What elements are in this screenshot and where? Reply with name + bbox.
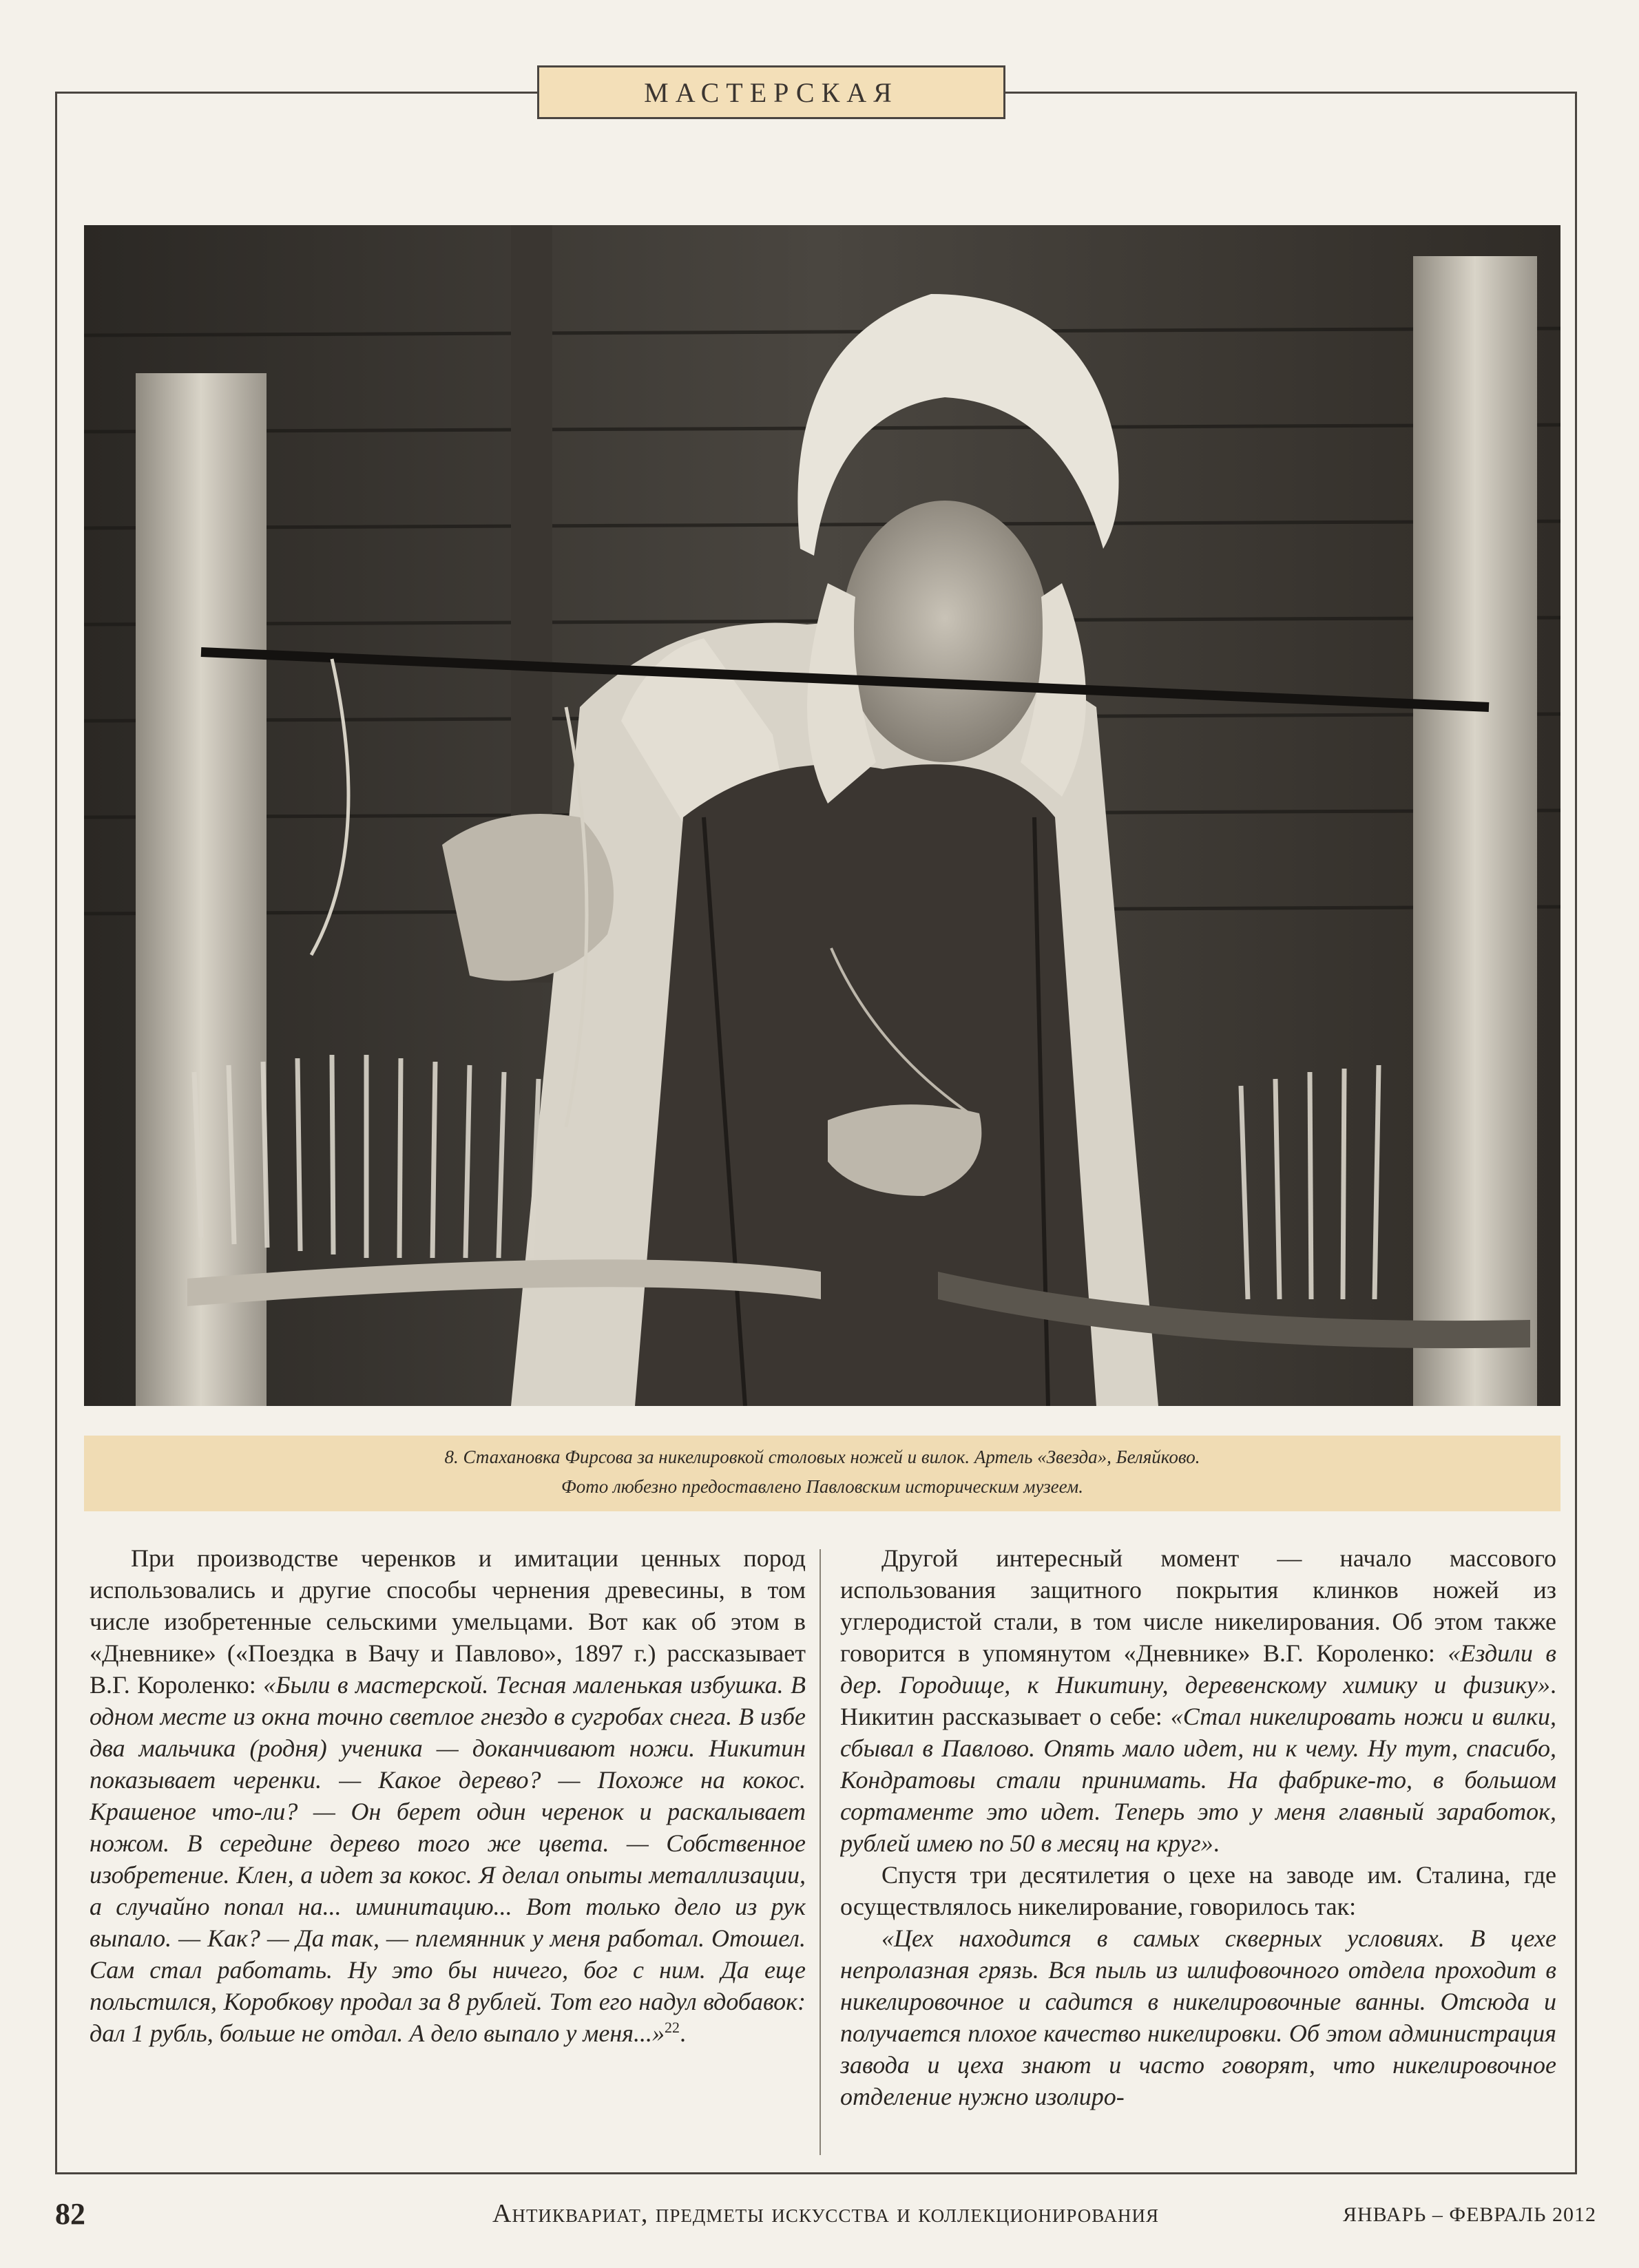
quote-run: «Были в мастерской. Тесная маленькая избушка. В одном месте из окна точно светлое гнездо в сугробах снега. В избе два мальчика (родня) ученика — доканчивают ножи. Никитин показывает черенки. — Какое дерево? — Похоже на кокос. Крашеное что-ли? — Он берет один черенок и раскалывает ножом. В середине дерево того же цвета. — Собственное изобретение. Клен, а идет за кокос. Я делал опыты металлизации, а случайно попал на... иминитацию... Вот только дело из рук выпало. — Как? — Да так, — племянник у меня работал. Отошел. Сам стал работать. Ну это бы ничего, бог с ним. Да еще польстился, Коробкову продал за 8 рублей. Тот его надул вдобавок: дал 1 рубль, больше не отдал. А дело выпало у меня...» (90, 1671, 806, 2047)
caption-line-1: 8. Стахановка Фирсова за никелировкой столовых ножей и вилок. Артель «Звезда», Беляйково. (444, 1447, 1200, 1467)
archival-photo (84, 225, 1560, 1406)
text-column-right (840, 1542, 1556, 2162)
text-run: Другой интересный момент — начало массового использования защитного покрытия клинков ножей из углеродистой стали, в том числе никелирования. Об этом также говорится в упомянутом «Дневнике» В.Г. Короленко: (840, 1544, 1556, 1667)
photo-caption (84, 1436, 1560, 1511)
caption-line-2: Фото любезно предоставлено Павловским историческим музеем. (561, 1476, 1083, 1497)
photo-illustration (84, 225, 1560, 1406)
quote-run: «Ездили в дер. Городище, к Никитину, деревенскому химику и физику» (840, 1639, 1556, 1699)
text-run: . Никитин рассказывает о себе: (840, 1671, 1556, 1730)
paragraph (90, 1542, 806, 2049)
text-run: . (679, 2019, 686, 2047)
section-title: МАСТЕРСКАЯ (537, 65, 1005, 119)
text-column-left (90, 1542, 806, 2162)
text-run: . (1213, 1829, 1220, 1857)
footnote-ref: 22 (664, 2019, 680, 2036)
issue-date: ЯНВАРЬ – ФЕВРАЛЬ 2012 (1343, 2203, 1596, 2226)
quote-run: «Стал никелировать ножи и вилки, сбывал в Павлово. Опять мало идет, ни к чему. Ну тут, спасибо, Кондратовы стали принимать. На фабрике-то, в большом сортаменте это идет. Теперь это у меня главный заработок, рублей имею по 50 в месяц на круг» (840, 1703, 1556, 1857)
magazine-title: Антиквариат, предметы искусства и коллекционирования (492, 2199, 1160, 2228)
page-number: 82 (55, 2197, 85, 2231)
quote-paragraph: «Цех находится в самых скверных условиях. В цехе непролазная грязь. Вся пыль из шлифовочного отдела проходит в никелировочное и садится в никелировочные ванны. Отсюда и получается плохое качество никелировки. Об этом администрация завода и цеха знают и часто говорят, что никелировочное отделение нужно изолиро- (840, 1924, 1556, 2110)
paragraph: Спустя три десятилетия о цехе на заводе им. Сталина, где осуществлялось никелирование, говорилось так: (840, 1861, 1556, 1920)
column-divider (820, 1549, 821, 2155)
paragraph (840, 1542, 1556, 1859)
text-run: При производстве черенков и имитации ценных пород использовались и другие способы чернения древесины, в том числе изобретенные сельскими умельцами. Вот как об этом в «Дневнике» («Поездка в Вачу и Павлово», 1897 г.) рассказывает В.Г. Короленко: (90, 1544, 806, 1699)
